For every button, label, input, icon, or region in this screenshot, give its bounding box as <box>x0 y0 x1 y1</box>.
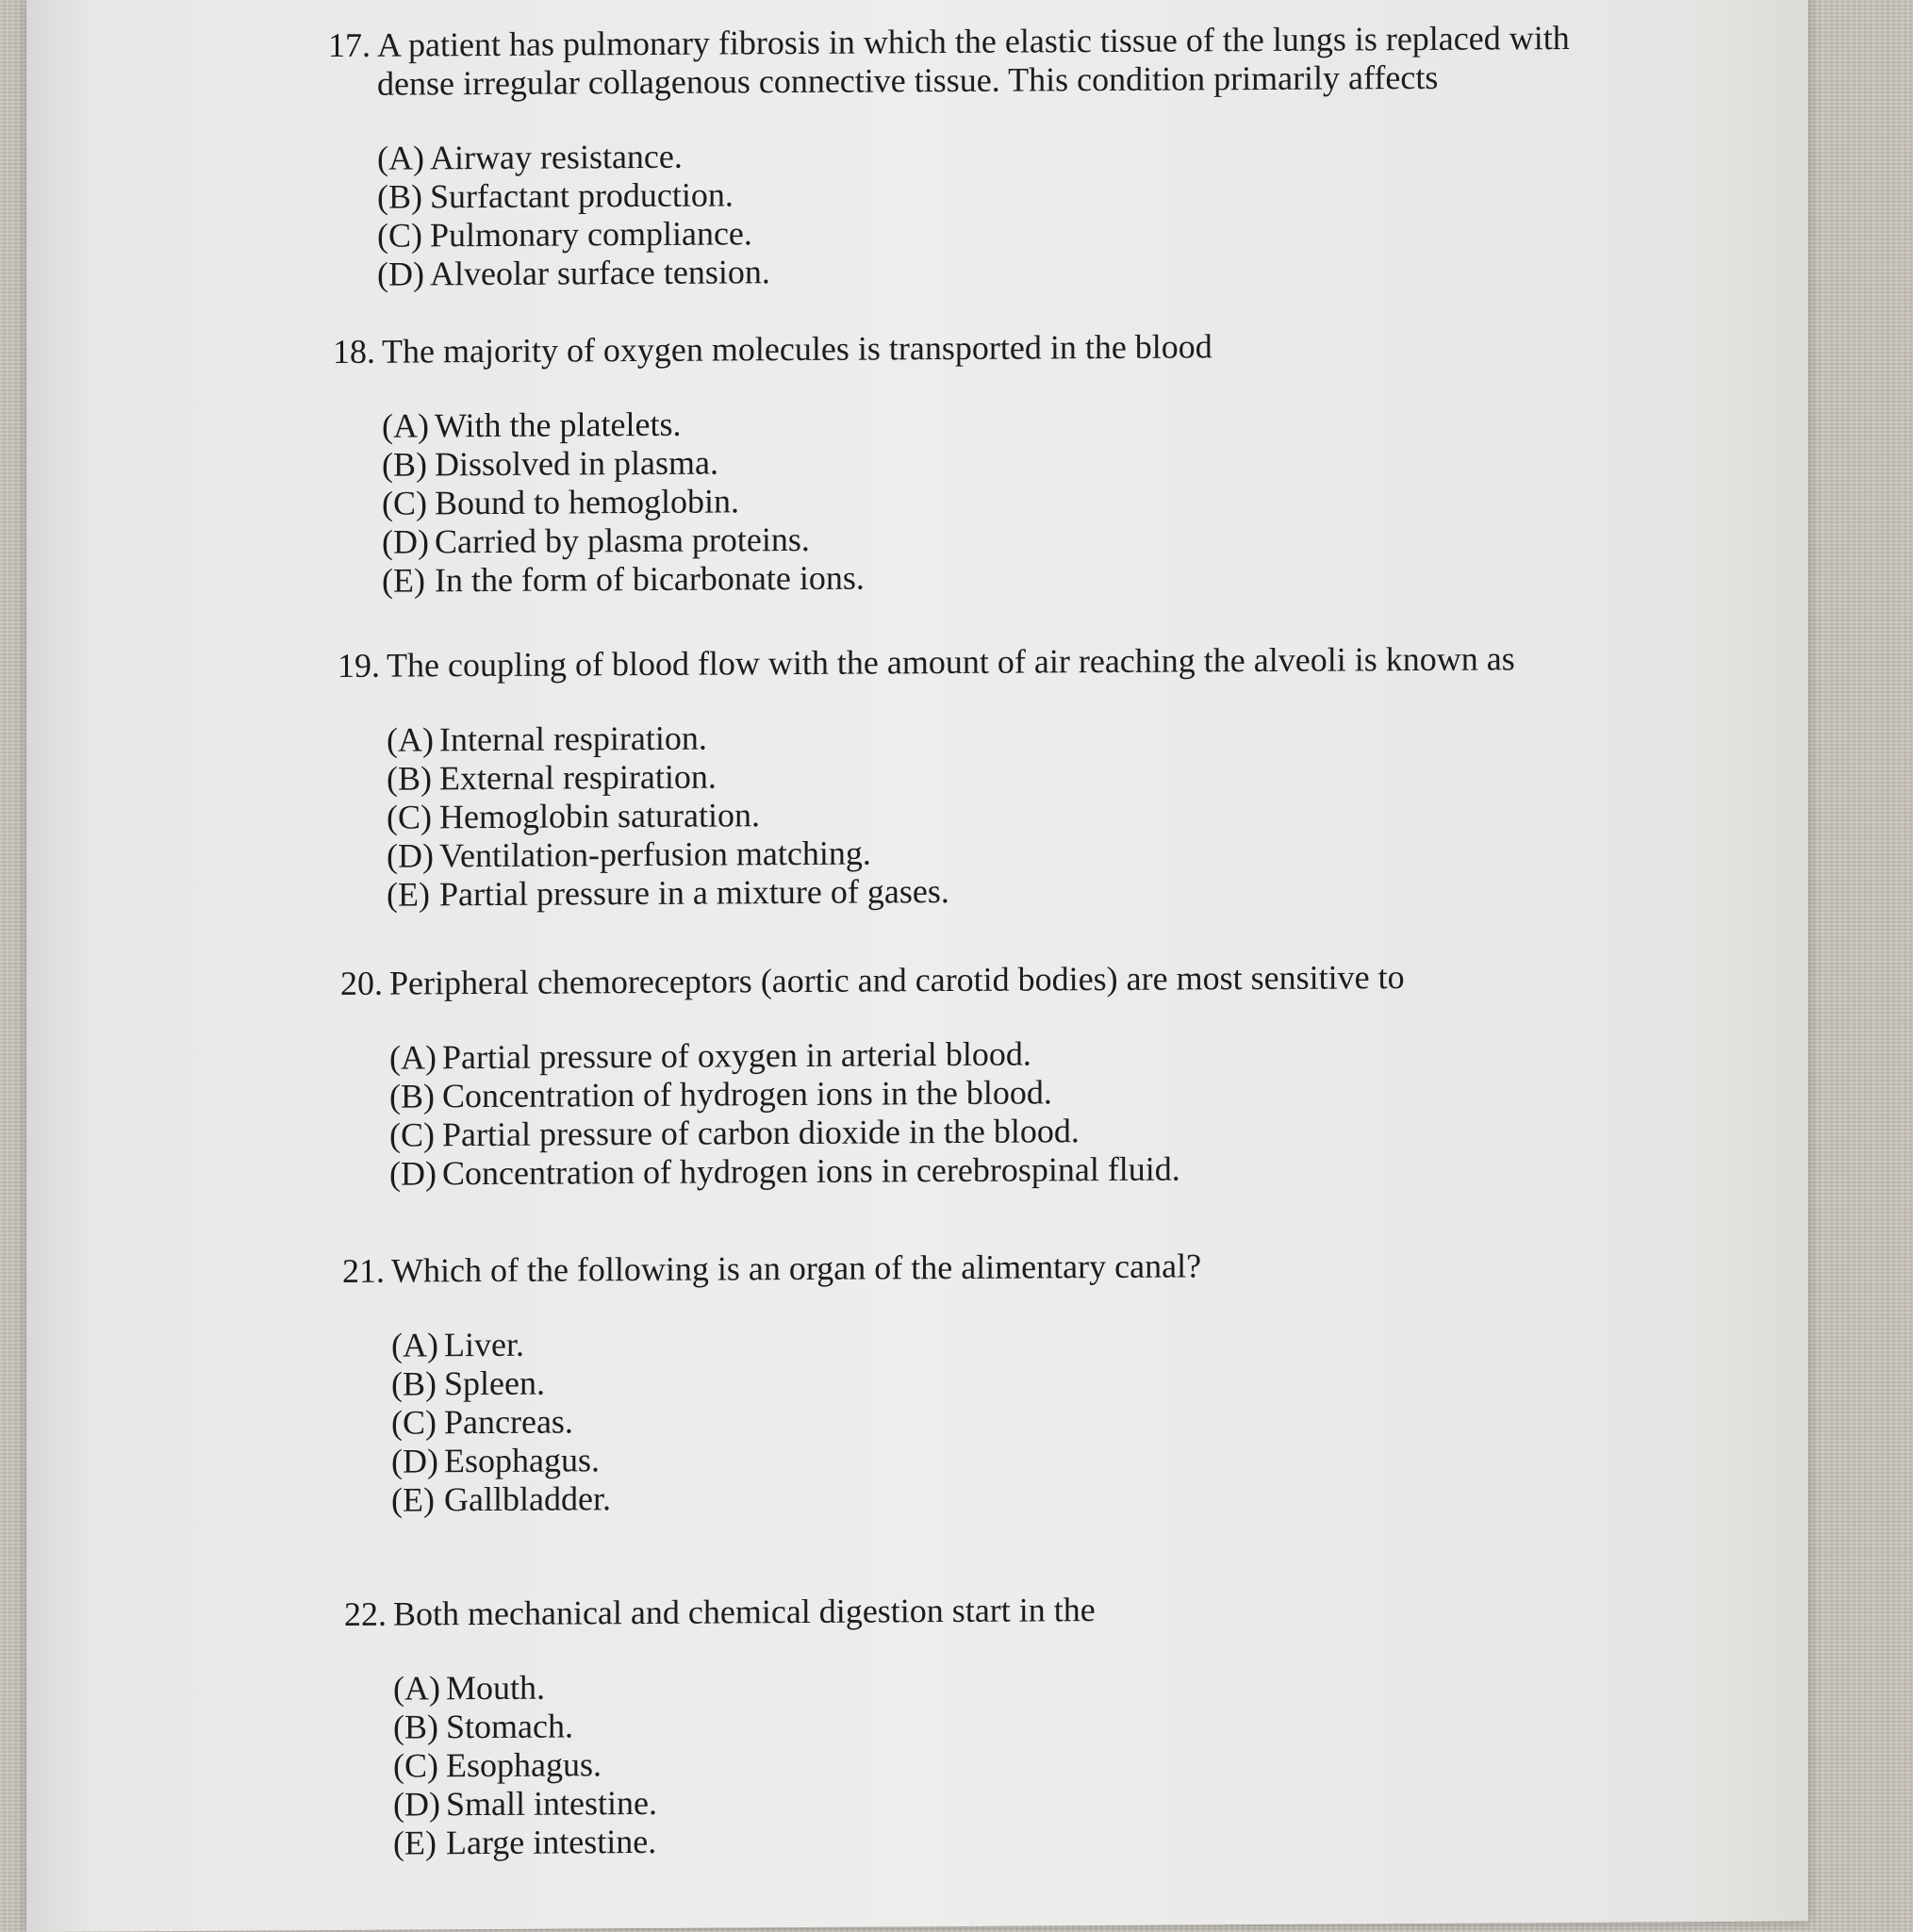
option-text: Partial pressure of carbon dioxide in the blood. <box>442 1112 1080 1154</box>
option-text: Ventilation-perfusion matching. <box>439 834 871 875</box>
answer-option <box>393 1781 1096 1825</box>
answer-option <box>391 1360 1201 1403</box>
answer-option <box>387 752 1515 798</box>
option-text: Pulmonary compliance. <box>430 214 752 255</box>
option-text: Hemoglobin saturation. <box>439 796 760 836</box>
option-text: Spleen. <box>444 1363 545 1403</box>
answer-option <box>393 1742 1096 1786</box>
option-text: Partial pressure of oxygen in arterial blood. <box>442 1034 1031 1077</box>
question-text: The coupling of blood flow with the amount of air reaching the alveoli is known as <box>387 639 1515 685</box>
option-label: (C) <box>387 798 432 836</box>
answer-option <box>391 1437 1201 1480</box>
option-label: (C) <box>382 484 427 522</box>
exam-page <box>26 0 1808 1932</box>
option-label: (A) <box>377 139 424 177</box>
question-number: 18. <box>333 332 375 372</box>
answer-option <box>382 402 1212 445</box>
question-19 <box>338 639 1515 915</box>
option-label: (B) <box>382 445 427 484</box>
option-label: (C) <box>389 1115 435 1154</box>
option-label: (A) <box>387 720 434 759</box>
option-label: (A) <box>393 1669 440 1708</box>
question-stem-row <box>340 958 1405 1003</box>
answer-option <box>389 1110 1405 1155</box>
answer-option <box>382 479 1212 522</box>
answer-option <box>389 1148 1405 1194</box>
option-text: Internal respiration. <box>439 718 707 759</box>
option-label: (A) <box>382 406 429 445</box>
question-text: A patient has pulmonary fibrosis in which the elastic tissue of the lungs is replaced with dense irregular collagenous connective tissue. This condition primarily affects <box>377 19 1570 103</box>
question-22 <box>344 1591 1096 1863</box>
option-label: (B) <box>387 759 432 798</box>
answer-option <box>393 1665 1096 1709</box>
option-text: Alveolar surface tension. <box>430 253 770 293</box>
option-label: (E) <box>393 1824 437 1862</box>
option-label: (E) <box>382 561 425 600</box>
option-text: Partial pressure in a mixture of gases. <box>439 872 949 914</box>
answer-option <box>387 714 1515 759</box>
answer-option <box>391 1476 1201 1519</box>
question-stem-row <box>344 1591 1096 1634</box>
answer-option <box>393 1820 1096 1863</box>
option-text: Airway resistance. <box>430 137 683 177</box>
option-text: Bound to hemoglobin. <box>435 482 739 522</box>
option-label: (D) <box>389 1154 437 1193</box>
option-text: Concentration of hydrogen ions in cerebrospinal fluid. <box>442 1149 1180 1193</box>
answer-options <box>393 1665 1096 1863</box>
answer-option <box>382 440 1212 484</box>
answer-options <box>391 1321 1201 1519</box>
question-number: 21. <box>342 1251 385 1290</box>
option-text: Mouth. <box>446 1668 546 1708</box>
question-18 <box>333 327 1212 601</box>
answer-option <box>382 518 1212 561</box>
question-number: 17. <box>328 25 371 65</box>
answer-option <box>393 1704 1096 1747</box>
question-21 <box>342 1247 1201 1520</box>
question-stem-row <box>342 1247 1201 1291</box>
question-17 <box>328 19 1603 294</box>
answer-option <box>387 791 1515 836</box>
option-label: (C) <box>391 1403 437 1442</box>
option-label: (D) <box>377 255 424 293</box>
option-text: Concentration of hydrogen ions in the blood. <box>442 1073 1052 1115</box>
question-stem-row <box>333 327 1212 372</box>
option-label: (B) <box>377 177 422 216</box>
answer-option <box>391 1398 1201 1442</box>
option-text: In the form of bicarbonate ions. <box>435 558 865 600</box>
option-label: (D) <box>387 836 434 875</box>
answer-option <box>389 1071 1405 1116</box>
question-stem-row <box>328 19 1603 104</box>
question-text: Both mechanical and chemical digestion start in the <box>393 1591 1096 1633</box>
question-number: 19. <box>338 646 380 685</box>
question-text: Peripheral chemoreceptors (aortic and carotid bodies) are most sensitive to <box>389 958 1405 1002</box>
option-text: Carried by plasma proteins. <box>435 520 810 561</box>
option-label: (D) <box>391 1442 438 1480</box>
option-text: Pancreas. <box>444 1402 573 1442</box>
question-20 <box>340 958 1405 1194</box>
answer-option <box>391 1321 1201 1364</box>
option-text: Liver. <box>444 1325 524 1364</box>
question-stem-row <box>338 639 1515 685</box>
option-text: Gallbladder. <box>444 1479 611 1519</box>
option-text: With the platelets. <box>435 405 682 445</box>
option-label: (B) <box>391 1364 437 1403</box>
option-label: (A) <box>389 1038 437 1077</box>
option-label: (C) <box>393 1746 438 1785</box>
option-label: (C) <box>377 216 422 255</box>
answer-option <box>377 248 1603 294</box>
option-label: (E) <box>387 875 430 914</box>
answer-options <box>382 402 1212 600</box>
question-number: 22. <box>344 1594 387 1633</box>
answer-options <box>389 1032 1405 1194</box>
answer-option <box>387 830 1515 875</box>
option-text: Stomach. <box>446 1707 573 1746</box>
option-label: (A) <box>391 1326 438 1364</box>
answer-option <box>382 556 1212 600</box>
option-label: (B) <box>389 1077 435 1115</box>
option-label: (D) <box>382 522 429 561</box>
question-number: 20. <box>340 964 383 1002</box>
option-text: Esophagus. <box>444 1441 600 1480</box>
option-text: Large intestine. <box>446 1822 657 1862</box>
answer-option <box>387 868 1515 914</box>
option-text: Small intestine. <box>446 1783 657 1824</box>
option-text: Esophagus. <box>446 1745 602 1785</box>
answer-options <box>387 714 1515 914</box>
option-text: External respiration. <box>439 757 717 798</box>
option-label: (E) <box>391 1480 435 1519</box>
answer-options <box>377 132 1603 294</box>
answer-option <box>389 1032 1405 1078</box>
question-text: Which of the following is an organ of the alimentary canal? <box>391 1247 1202 1290</box>
option-text: Dissolved in plasma. <box>435 443 718 484</box>
option-label: (D) <box>393 1785 440 1824</box>
question-text: The majority of oxygen molecules is transported in the blood <box>382 327 1212 371</box>
option-label: (B) <box>393 1708 438 1746</box>
option-text: Surfactant production. <box>430 175 734 216</box>
